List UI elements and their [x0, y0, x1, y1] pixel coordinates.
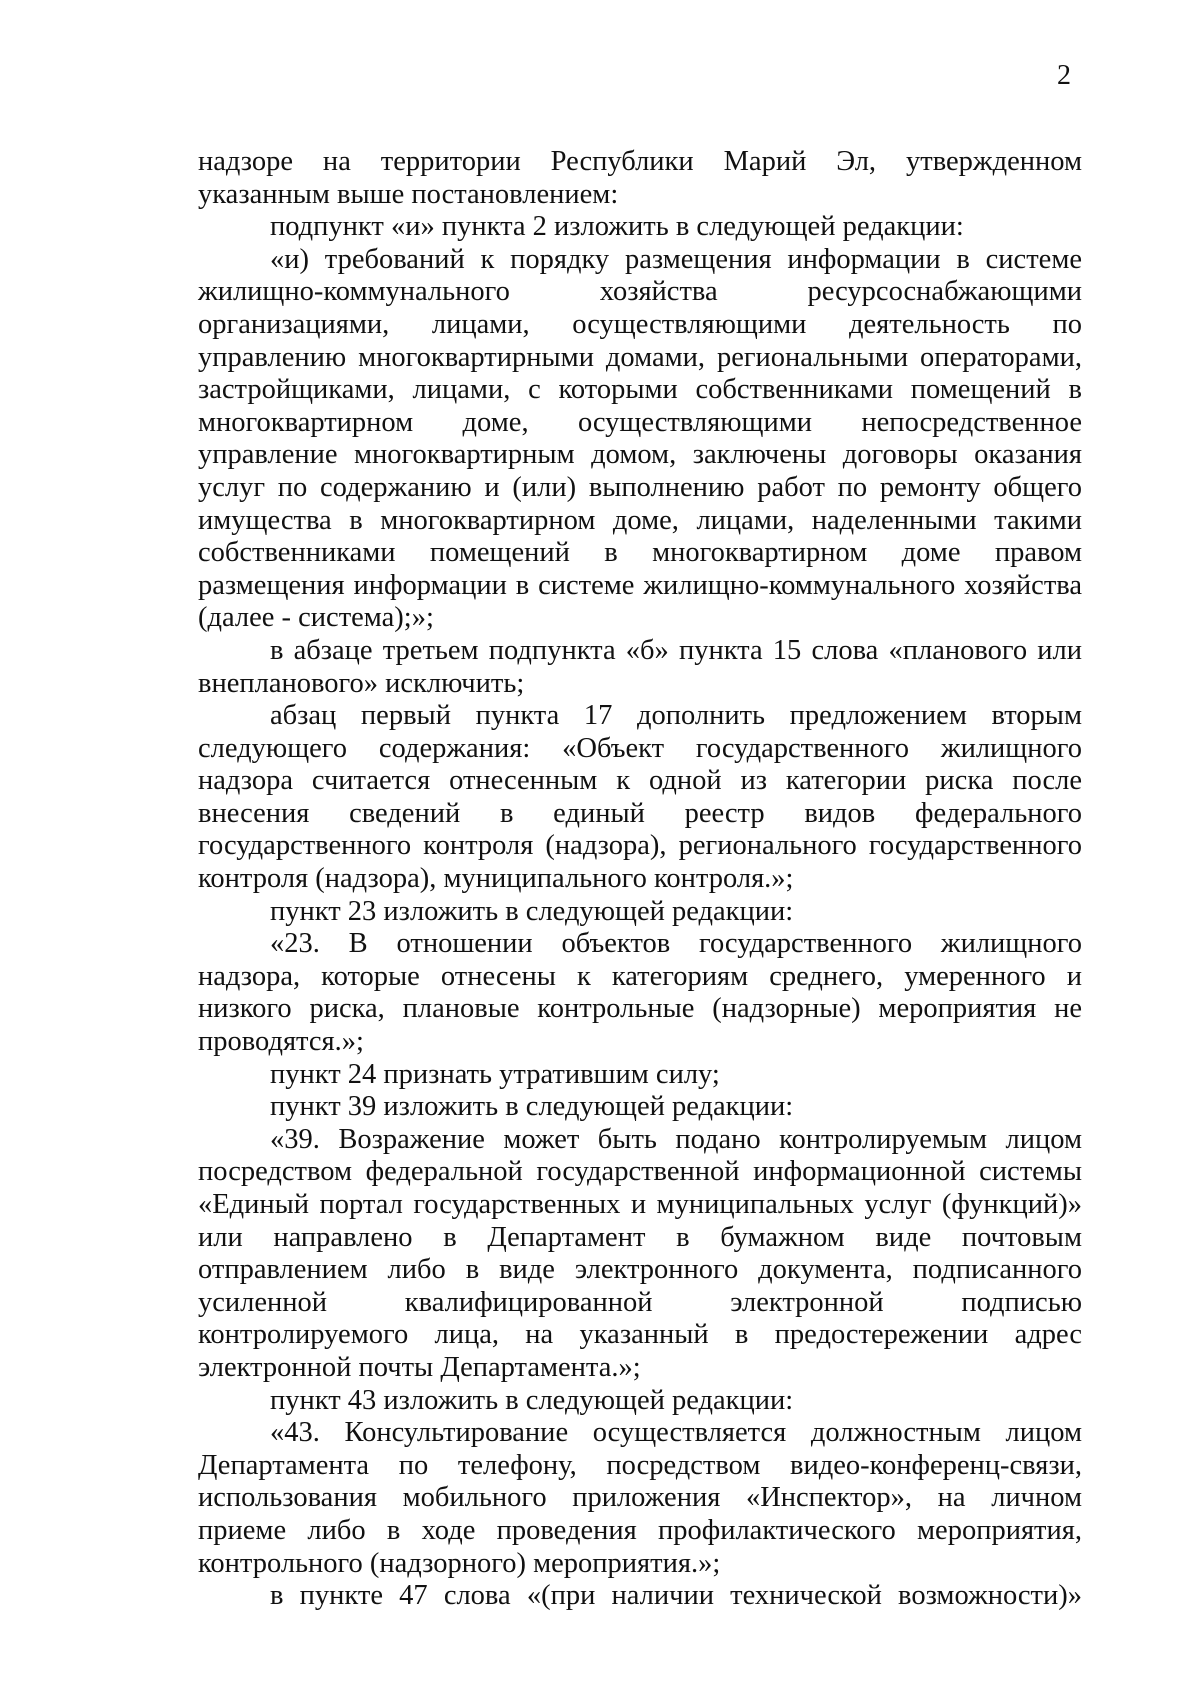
paragraph: пункт 24 признать утратившим силу; [270, 1058, 720, 1090]
paragraph: подпункт «и» пункта 2 изложить в следующей редакции: [270, 211, 964, 243]
paragraph: пункт 43 изложить в следующей редакции: [270, 1384, 794, 1416]
paragraph: «и) требований к порядку размещения информации в системе жилищно-коммунального хозяйства ресурсоснабжающими организациями, лицами, осуществляющими деятельность по управлению многоквартирными домами, региональными операторами, застройщиками, лицами, с которыми собственниками помещений в многоквартирном доме, осуществляющими непосредственное управление многоквартирным домом, заключены договоры оказания услуг по содержанию и (или) выполнению работ по ремонту общего имущества в многоквартирном доме, лицами, наделенными такими собственниками помещений в многоквартирном доме правом размещения информации в системе жилищно-коммунального хозяйства (далее - система);»; [198, 243, 1082, 634]
paragraph: в абзаце третьем подпункта «б» пункта 15 слова «планового или внепланового» исключить; [198, 634, 1082, 699]
paragraph: «43. Консультирование осуществляется должностным лицом Департамента по телефону, посредством видео-конференц-связи, использования мобильного приложения «Инспектор», на личном приеме либо в ходе проведения профилактического мероприятия, контрольного (надзорного) мероприятия.»; [198, 1417, 1082, 1579]
page-number: 2 [1057, 60, 1071, 91]
paragraph: в пункте 47 слова «(при наличии технической возможности)» [270, 1580, 1082, 1612]
paragraph: пункт 23 изложить в следующей редакции: [270, 895, 794, 927]
paragraph: «39. Возражение может быть подано контролируемым лицом посредством федеральной государственной информационной системы «Единый портал государственных и муниципальных услуг (функций)» или направлено в Департамент в бумажном виде почтовым отправлением либо в виде электронного документа, подписанного усиленной квалифицированной электронной подписью контролируемого лица, на указанный в предостережении адрес электронной почты Департамента.»; [198, 1123, 1082, 1383]
document-body [198, 146, 1082, 1613]
paragraph: пункт 39 изложить в следующей редакции: [270, 1091, 794, 1123]
paragraph: надзоре на территории Республики Марий Эл, утвержденном указанным выше постановлением: [198, 146, 1082, 210]
paragraph: абзац первый пункта 17 дополнить предложением вторым следующего содержания: «Объект государственного жилищного надзора считается отнесенным к одной из категории риска после внесения сведений в единый реестр видов федерального государственного контроля (надзора), регионального государственного контроля (надзора), муниципального контроля.»; [198, 700, 1082, 895]
paragraph: «23. В отношении объектов государственного жилищного надзора, которые отнесены к категориям среднего, умеренного и низкого риска, плановые контрольные (надзорные) мероприятия не проводятся.»; [198, 928, 1082, 1058]
